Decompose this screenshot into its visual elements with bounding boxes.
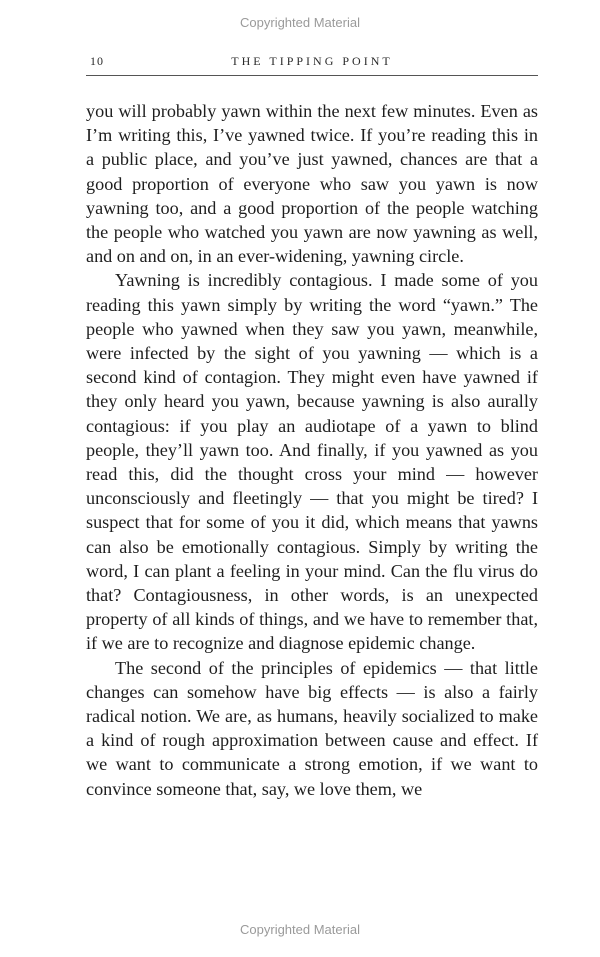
body-text [86, 99, 538, 801]
page-number: 10 [90, 54, 104, 68]
paragraph-continued: you will probably yawn within the next few minutes. Even as I’m writing this, I’ve yawned twice. If you’re reading this in a public place, and you’ve just yawned, chances are that a good proportion of everyone who saw you yawn is now yawning too, and a good proportion of the people watching the people who watched you yawn are now yawning as well, and on and on, in an ever-widening, yawning circle. [86, 101, 538, 267]
running-head [86, 52, 538, 72]
paragraph-second-principle: The second of the principles of epidemics — that little changes can somehow have big effects — is also a fairly radical notion. We are, as humans, heavily socialized to make a kind of rough approximation between cause and effect. If we want to communicate a strong emotion, if we want to convince someone that, say, we love them, we [86, 657, 538, 799]
book-title: THE TIPPING POINT [231, 54, 393, 68]
header-rule [86, 75, 538, 76]
paragraph-yawning-contagious: Yawning is incredibly contagious. I made some of you reading this yawn simply by writing the word “yawn.” The people who yawned when they saw you yawn, meanwhile, were infected by the sight of you yawning — which is a second kind of contagion. They might even have yawned if they only heard you yawn, because yawning is also aurally contagious: if you play an audiotape of a yawn to blind people, they’ll yawn too. And finally, if you yawned as you read this, did the thought cross your mind — however unconsciously and fleetingly — that you might be tired? I suspect that for some of you it did, which means that yawns can also be emotionally contagious. Simply by writing the word, I can plant a feeling in your mind. Can the flu virus do that? Contagiousness, in other words, is an unexpected property of all kinds of things, and we have to remember that, if we are to recognize and diagnose epidemic change. [86, 270, 538, 654]
copyright-watermark-top: Copyrighted Material [240, 15, 360, 30]
copyright-watermark-bottom: Copyrighted Material [240, 922, 360, 937]
